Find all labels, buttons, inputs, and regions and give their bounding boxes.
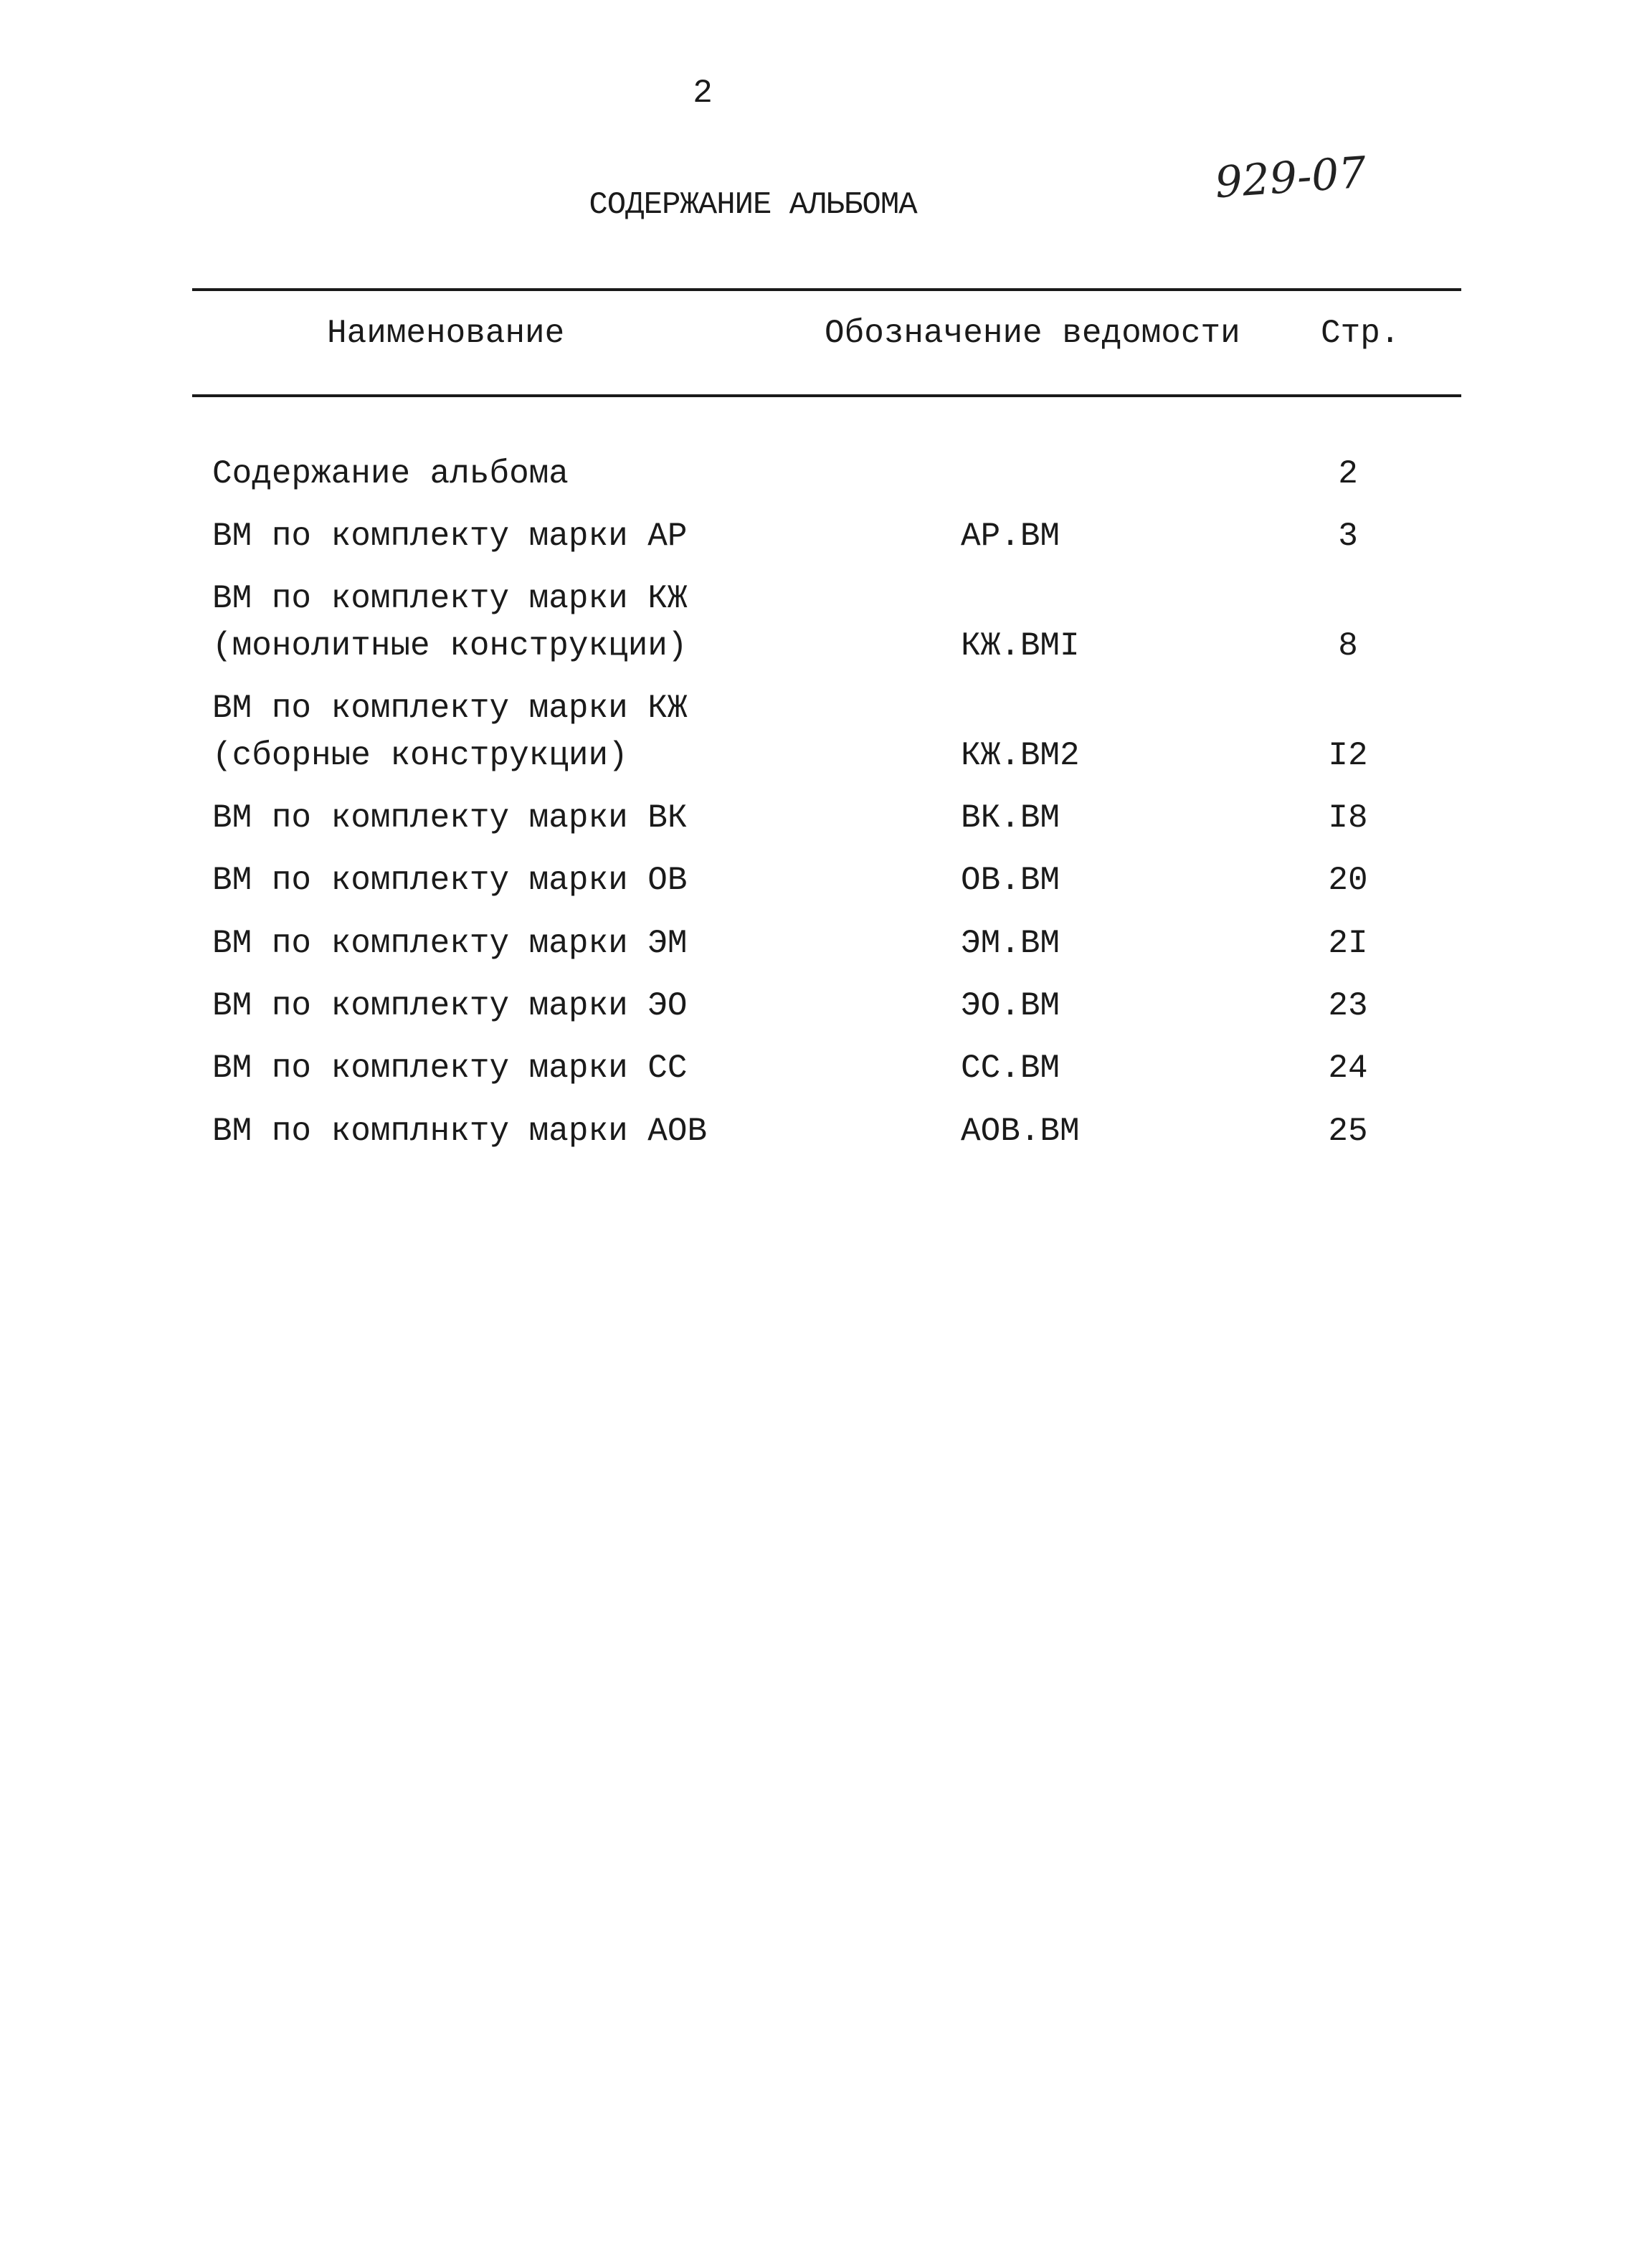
column-header-code: Обозначение ведомости	[825, 315, 1240, 352]
row-name: ВМ по комплекту марки ОВ	[212, 862, 688, 899]
row-name: ВМ по комплекту марки КЖ (сборные конструкции)	[212, 690, 688, 774]
column-header-name: Наименование	[327, 315, 565, 352]
row-name: ВМ по комплекту марки ЭМ	[212, 925, 688, 962]
table-top-rule	[192, 288, 1461, 291]
row-code: СС.ВМ	[961, 1050, 1060, 1087]
row-name: ВМ по комплекту марки АР	[212, 518, 688, 555]
table-row	[0, 685, 1652, 779]
row-page: 25	[1328, 1113, 1368, 1150]
row-code: КЖ.ВМ2	[961, 737, 1080, 774]
row-page: I2	[1328, 737, 1368, 774]
row-page: 8	[1338, 627, 1358, 665]
row-name: Содержание альбома	[212, 455, 569, 493]
table-row	[0, 1045, 1652, 1092]
table-row	[0, 1108, 1652, 1155]
row-page: 2I	[1328, 925, 1368, 962]
handwritten-doc-code: 929-07	[1213, 147, 1368, 209]
row-name: ВМ по комплекту марки СС	[212, 1050, 688, 1087]
table-header-rule	[192, 394, 1461, 397]
row-code: ОВ.ВМ	[961, 862, 1060, 899]
row-name: ВМ по комплнкту марки АОВ	[212, 1113, 708, 1150]
row-code: АР.ВМ	[961, 518, 1060, 555]
table-row	[0, 920, 1652, 967]
row-page: 20	[1328, 862, 1368, 899]
row-code: ВК.ВМ	[961, 799, 1060, 837]
row-code: АОВ.ВМ	[961, 1113, 1080, 1150]
row-page: 2	[1338, 455, 1358, 493]
column-header-page: Стр.	[1321, 315, 1400, 352]
page-title: СОДЕРЖАНИЕ АЛЬБОМА	[589, 187, 917, 223]
table-row	[0, 513, 1652, 560]
row-name: ВМ по комплекту марки КЖ (монолитные конструкции)	[212, 580, 688, 665]
table-row	[0, 857, 1652, 904]
table-row	[0, 575, 1652, 670]
row-code: ЭО.ВМ	[961, 987, 1060, 1024]
row-code: КЖ.ВМI	[961, 627, 1080, 665]
row-page: 3	[1338, 518, 1358, 555]
row-page: 23	[1328, 987, 1368, 1024]
table-row	[0, 450, 1652, 498]
table-row	[0, 794, 1652, 842]
row-name: ВМ по комплекту марки ВК	[212, 799, 688, 837]
row-page: I8	[1328, 799, 1368, 837]
row-name: ВМ по комплекту марки ЭО	[212, 987, 688, 1024]
row-page: 24	[1328, 1050, 1368, 1087]
page-number: 2	[693, 75, 713, 112]
table-row	[0, 982, 1652, 1030]
row-code: ЭМ.ВМ	[961, 925, 1060, 962]
